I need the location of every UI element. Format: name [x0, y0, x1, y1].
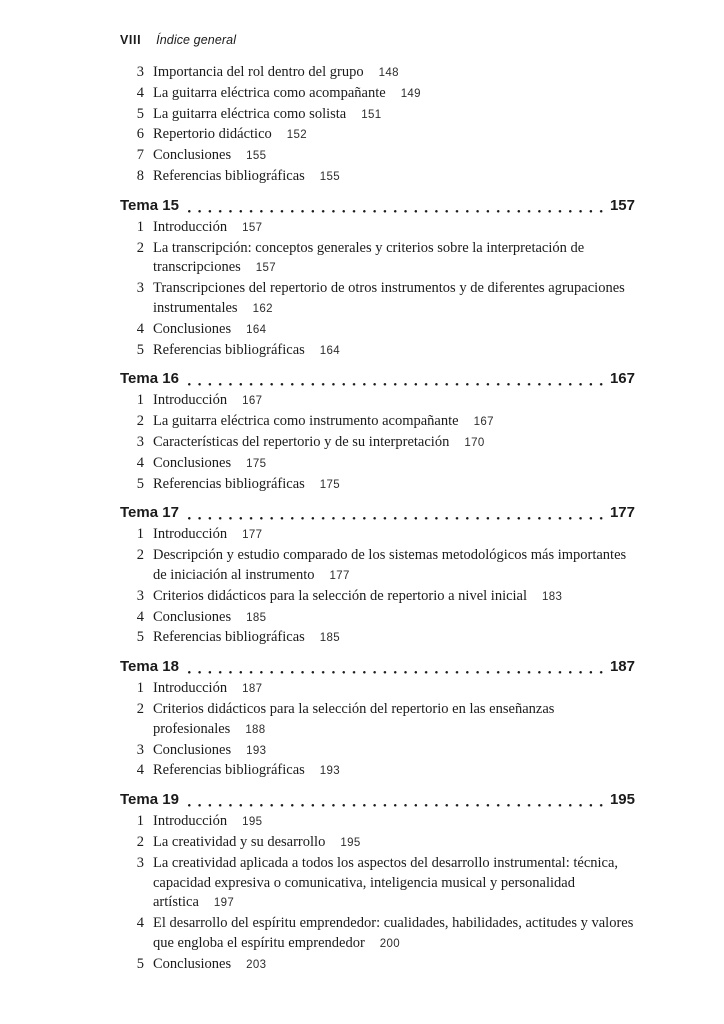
item-text: La creatividad aplicada a todos los aspectos del desarrollo instrumental: técnica, capacidad expresiva o comunicativa, inteligencia musical y personalidad artística [153, 854, 619, 911]
item-page-number: 155 [246, 150, 267, 163]
item-page-number: 200 [379, 937, 401, 950]
item-number: 1 [136, 526, 144, 543]
item-label [153, 239, 635, 280]
toc-item [120, 218, 635, 239]
item-number: 3 [136, 433, 144, 450]
section-title: Tema 18 [120, 658, 179, 676]
toc-section [120, 196, 635, 362]
item-number: 4 [136, 915, 144, 932]
dot-leader [188, 670, 603, 674]
item-text: Características del repertorio y de su interpretación [153, 433, 450, 450]
toc-item [120, 105, 635, 126]
item-label [153, 628, 635, 649]
toc-item [120, 391, 635, 412]
item-page-number: 164 [246, 323, 267, 336]
item-page-number: 151 [361, 108, 382, 121]
item-number: 3 [136, 64, 144, 80]
item-number: 8 [136, 167, 144, 184]
item-number: 4 [136, 762, 144, 779]
page-folio: VIII [120, 33, 142, 47]
toc-item [120, 475, 635, 496]
item-number: 6 [136, 126, 144, 143]
item-text: Referencias bibliográficas [153, 762, 305, 779]
item-text: Criterios didácticos para la selección del repertorio en las enseñanzas profesionales [153, 700, 555, 737]
item-number: 4 [136, 454, 144, 471]
item-text: Conclusiones [153, 608, 232, 625]
item-number: 3 [136, 587, 144, 604]
section-items [120, 812, 635, 975]
toc-section [120, 657, 635, 782]
item-page-number: 185 [246, 611, 267, 624]
dot-leader [188, 803, 603, 807]
item-number: 3 [136, 854, 144, 871]
item-text: La guitarra eléctrica como acompañante [153, 84, 386, 101]
item-page-number: 149 [400, 87, 421, 100]
item-text: La transcripción: conceptos generales y criterios sobre la interpretación de transcripciones [153, 239, 585, 276]
item-label [153, 761, 635, 782]
toc-item [120, 525, 635, 546]
section-page-number: 195 [609, 791, 635, 809]
item-page-number: 157 [242, 221, 263, 234]
toc-item [120, 84, 635, 105]
item-text: Conclusiones [153, 147, 232, 164]
toc-section [120, 503, 635, 649]
item-label [153, 833, 635, 854]
item-number: 7 [136, 147, 144, 164]
item-number: 2 [136, 833, 144, 850]
item-number: 1 [136, 813, 144, 830]
toc-item [120, 812, 635, 833]
item-number: 1 [136, 392, 144, 409]
toc-item [120, 341, 635, 362]
item-number: 5 [136, 475, 144, 492]
toc-section-head [120, 657, 635, 677]
section-title: Tema 17 [120, 504, 179, 522]
section-items [120, 218, 635, 362]
item-page-number: 167 [242, 395, 263, 408]
item-label [153, 679, 635, 700]
item-page-number: 155 [319, 170, 341, 183]
item-page-number: 167 [473, 416, 494, 429]
item-page-number: 175 [319, 478, 341, 491]
toc-item [120, 412, 635, 433]
toc-section [120, 369, 635, 495]
toc-item [120, 914, 635, 955]
item-label [153, 700, 635, 741]
item-page-number: 177 [242, 529, 263, 542]
item-label [153, 391, 635, 412]
item-label [153, 146, 635, 167]
item-text: Introducción [153, 218, 228, 235]
item-label [153, 412, 635, 433]
toc-item [120, 955, 635, 976]
item-number: 1 [136, 218, 144, 235]
toc-section-head [120, 790, 635, 810]
item-page-number: 162 [252, 302, 273, 315]
item-page-number: 152 [286, 129, 308, 142]
item-text: Conclusiones [153, 454, 232, 471]
item-number: 2 [136, 239, 144, 256]
item-label [153, 433, 635, 454]
item-label [153, 63, 635, 84]
toc-item [120, 628, 635, 649]
running-title: Índice general [156, 33, 237, 47]
item-label [153, 587, 635, 608]
item-text: Conclusiones [153, 741, 232, 758]
toc-item [120, 679, 635, 700]
item-label [153, 741, 635, 762]
item-page-number: 197 [213, 897, 235, 910]
item-page-number: 193 [319, 765, 341, 778]
item-text: Introducción [153, 526, 228, 543]
item-page-number: 183 [542, 590, 563, 603]
item-label [153, 454, 635, 475]
item-label [153, 341, 635, 362]
toc-item [120, 433, 635, 454]
item-label [153, 914, 635, 955]
item-number: 2 [136, 700, 144, 717]
item-text: La guitarra eléctrica como solista [153, 105, 347, 122]
toc-section [120, 790, 635, 975]
item-label [153, 525, 635, 546]
item-label [153, 320, 635, 341]
toc-item [120, 279, 635, 320]
toc-section-head [120, 196, 635, 216]
section-title: Tema 19 [120, 791, 179, 809]
dot-leader [188, 382, 603, 386]
section-items [120, 679, 635, 782]
item-text: Referencias bibliográficas [153, 341, 305, 358]
item-page-number: 203 [246, 958, 267, 971]
item-number: 2 [136, 547, 144, 564]
item-label [153, 854, 635, 914]
toc-section-head [120, 503, 635, 523]
item-text: Conclusiones [153, 320, 232, 337]
item-label [153, 546, 635, 587]
item-number: 4 [136, 608, 144, 625]
toc-item [120, 608, 635, 629]
toc-item [120, 741, 635, 762]
toc-item [120, 833, 635, 854]
item-page-number: 177 [329, 569, 350, 582]
toc-item [120, 854, 635, 914]
item-page-number: 193 [246, 744, 267, 757]
item-label [153, 475, 635, 496]
toc-item [120, 239, 635, 280]
item-page-number: 170 [464, 436, 485, 449]
item-label [153, 125, 635, 146]
toc-item [120, 167, 635, 188]
item-text: Descripción y estudio comparado de los sistemas metodológicos más importantes de iniciación al instrumento [153, 547, 627, 583]
item-text: Importancia del rol dentro del grupo [153, 64, 364, 80]
running-head [120, 33, 236, 47]
section-title: Tema 15 [120, 196, 179, 214]
item-number: 3 [136, 280, 144, 297]
item-number: 1 [136, 680, 144, 697]
item-text: Criterios didácticos para la selección de repertorio a nivel inicial [153, 587, 528, 604]
section-page-number: 157 [609, 196, 635, 214]
toc-section-head [120, 369, 635, 389]
section-page-number: 167 [609, 370, 635, 388]
toc-item [120, 761, 635, 782]
toc-item [120, 700, 635, 741]
toc-item [120, 454, 635, 475]
item-number: 3 [136, 741, 144, 758]
item-text: La guitarra eléctrica como instrumento acompañante [153, 413, 459, 430]
item-text: Referencias bibliográficas [153, 475, 305, 492]
item-label [153, 812, 635, 833]
item-number: 5 [136, 341, 144, 358]
section-title: Tema 16 [120, 370, 179, 388]
item-text: Introducción [153, 813, 228, 830]
item-text: Conclusiones [153, 955, 232, 972]
item-page-number: 187 [242, 683, 263, 696]
toc-item [120, 320, 635, 341]
item-label [153, 218, 635, 239]
item-number: 4 [136, 320, 144, 337]
item-page-number: 195 [340, 836, 361, 849]
item-page-number: 157 [255, 262, 277, 275]
item-number: 5 [136, 629, 144, 646]
toc-item [120, 63, 635, 84]
item-label [153, 167, 635, 188]
toc-item [120, 587, 635, 608]
toc-item [120, 546, 635, 587]
item-text: Referencias bibliográficas [153, 167, 305, 184]
section-page-number: 177 [609, 504, 635, 522]
item-text: La creatividad y su desarrollo [153, 833, 326, 850]
item-text: Introducción [153, 392, 228, 409]
dot-leader [188, 516, 603, 520]
item-label [153, 105, 635, 126]
item-text: Repertorio didáctico [153, 126, 272, 143]
item-text: Transcripciones del repertorio de otros instrumentos y de diferentes agrupaciones instrumentales [153, 280, 625, 316]
toc-item [120, 125, 635, 146]
item-label [153, 608, 635, 629]
item-number: 2 [136, 413, 144, 430]
item-page-number: 185 [319, 632, 341, 645]
item-number: 5 [136, 955, 144, 972]
item-text: El desarrollo del espíritu emprendedor: cualidades, habilidades, actitudes y valores que engloba el espíritu emprendedor [153, 915, 634, 951]
item-label [153, 279, 635, 320]
item-page-number: 175 [246, 457, 267, 470]
section-items [120, 525, 635, 649]
dot-leader [188, 209, 603, 213]
item-page-number: 188 [245, 723, 266, 736]
item-page-number: 195 [242, 816, 263, 829]
toc-item [120, 146, 635, 167]
item-text: Referencias bibliográficas [153, 629, 305, 646]
item-text: Introducción [153, 680, 228, 697]
item-number: 4 [136, 84, 144, 101]
item-number: 5 [136, 105, 144, 122]
section-items [120, 391, 635, 495]
section-page-number: 187 [609, 658, 635, 676]
item-label [153, 84, 635, 105]
item-page-number: 164 [319, 344, 341, 357]
item-label [153, 955, 635, 976]
table-of-contents [120, 63, 635, 975]
item-page-number: 148 [378, 67, 399, 79]
